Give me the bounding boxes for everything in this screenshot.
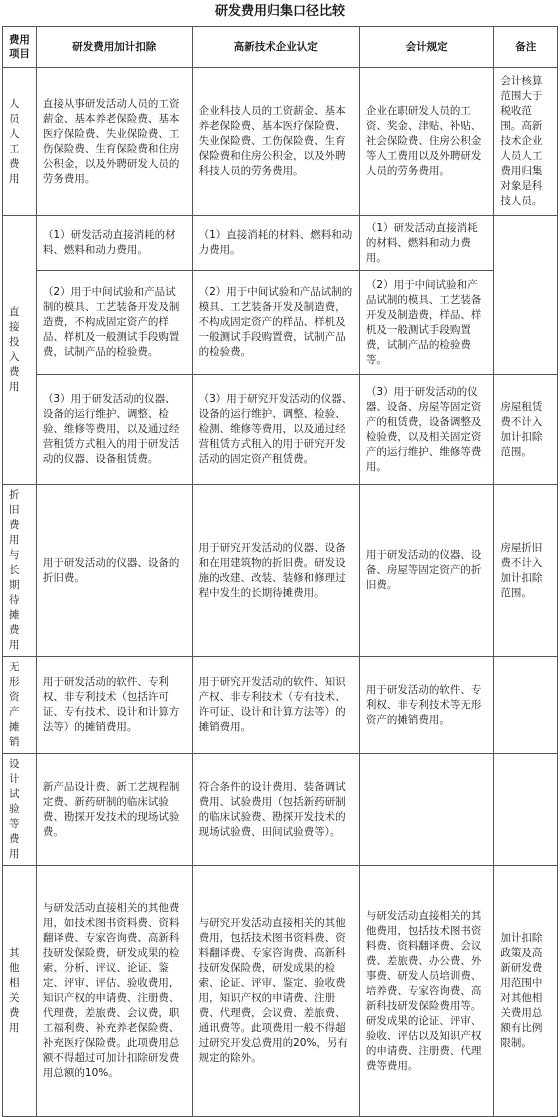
cell-accounting: （3）用于研发活动的仪器、设备、房屋等固定资产的租赁费，设备调整及检验费，以及相关固定资产的运行维护、维修等费用。	[359, 375, 494, 485]
header-expense-item: 费用项目	[3, 27, 37, 68]
comparison-table	[2, 26, 558, 1117]
row-category: 设计试验等费用	[3, 754, 37, 866]
cell-super-deduction: （2）用于中间试验和产品试制的模具、工艺装备开发及制造费，不构成固定资产的样品、样机及一般测试手段购置费，试制产品的检验费。	[36, 271, 192, 375]
header-accounting: 会计规定	[359, 27, 494, 68]
cell-accounting: 与研发活动直接相关的其他费用，包括技术图书资料费、资料翻译费、会议费、差旅费、办公费、外事费、研发人员培训费、培养费、专家咨询费、高新科技研发保险费用等。研发成果的论证、评审、验收、评估以及知识产权的申请费、注册费、代理费等费用。	[359, 866, 494, 1117]
cell-note	[494, 657, 558, 754]
cell-accounting: 企业在职研发人员的工资、奖金、津贴、补贴、社会保险费、住房公积金等人工费用以及外聘研发人员的劳务费用。	[359, 68, 494, 216]
header-high-tech: 高新技术企业认定	[192, 27, 359, 68]
cell-accounting: 用于研发活动的仪器、设备、房屋等固定资产的折旧费。	[359, 485, 494, 657]
cell-high-tech: （1）直接消耗的材料、燃料和动力费用。	[192, 216, 359, 271]
header-super-deduction: 研发费用加计扣除	[36, 27, 192, 68]
table-row	[3, 216, 558, 271]
cell-accounting: （2）用于中间试验和产品试制的模具、工艺装备开发及制造费，样品、样机及一般测试手段购置费，试制产品的检验费等。	[359, 271, 494, 375]
cell-super-deduction: 用于研发活动的仪器、设备的折旧费。	[36, 485, 192, 657]
cell-note: 房屋租赁费不计入加计扣除范围。	[494, 375, 558, 485]
cell-high-tech: 用于研究开发活动的仪器、设备和在用建筑物的折旧费。研发设施的改建、改装、装修和修理过程中发生的长期待摊费用。	[192, 485, 359, 657]
table-row	[3, 271, 558, 375]
cell-super-deduction: 直接从事研发活动人员的工资薪金、基本养老保险费、基本医疗保险费、失业保险费、工伤保险费、生育保险费和住房公积金，以及外聘研发人员的劳务费用。	[36, 68, 192, 216]
row-category: 直接投入费用	[3, 216, 37, 485]
row-category: 无形资产摊销	[3, 657, 37, 754]
table-row	[3, 657, 558, 754]
cell-high-tech: 与研究开发活动直接相关的其他费用，包括技术图书资料费、资料翻译费、专家咨询费、高新科技研发保险费，研发成果的检索、论证、评审、鉴定、验收费用，知识产权的申请费、注册费、代理费，会议费、差旅费、通讯费等。此项费用一般不得超过研究开发总费用的20%，另有规定的除外。	[192, 866, 359, 1117]
cell-super-deduction: 与研发活动直接相关的其他费用，如技术图书资料费、资料翻译费、专家咨询费、高新科技研发保险费，研发成果的检索、分析、评议、论证、鉴定、评审、评估、验收费用，知识产权的申请费、注册费、代理费，差旅费、会议费，职工福利费、补充养老保险费、补充医疗保险费。此项费用总额不得超过可加计扣除研发费用总额的10%。	[36, 866, 192, 1117]
table-row	[3, 68, 558, 216]
cell-accounting: 用于研发活动的软件、专利权、非专利技术等无形资产的摊销费用。	[359, 657, 494, 754]
table-row	[3, 754, 558, 866]
cell-accounting: （1）研发活动直接消耗的材料、燃料和动力费用。	[359, 216, 494, 271]
cell-note: 加计扣除政策及高新研发费用范围中对其他相关费用总额有比例限制。	[494, 866, 558, 1117]
table-row	[3, 485, 558, 657]
cell-super-deduction: 新产品设计费、新工艺规程制定费、新药研制的临床试验费、勘探开发技术的现场试验费。	[36, 754, 192, 866]
cell-high-tech: 用于研究开发活动的软件、知识产权、非专利技术（专有技术、许可证、设计和计算方法等）的摊销费用。	[192, 657, 359, 754]
row-category: 其他相关费用	[3, 866, 37, 1117]
cell-high-tech: 企业科技人员的工资薪金、基本养老保险费、基本医疗保险费、失业保险费、工伤保险费、生育保险费和住房公积金，以及外聘科技人员的劳务费用。	[192, 68, 359, 216]
cell-note	[494, 754, 558, 866]
table-title: 研发费用归集口径比较	[214, 4, 345, 19]
table-row	[3, 866, 558, 1117]
cell-super-deduction: （1）研发活动直接消耗的材料、燃料和动力费用。	[36, 216, 192, 271]
row-category: 人员人工费用	[3, 68, 37, 216]
cell-note: 会计核算范围大于税收范围。高新技术企业人员人工费用归集对象是科技人员。	[494, 68, 558, 216]
table-row	[3, 375, 558, 485]
cell-super-deduction: 用于研发活动的软件、专利权、非专利技术（包括许可证、专有技术、设计和计算方法等）的摊销费用。	[36, 657, 192, 754]
cell-accounting	[359, 754, 494, 866]
cell-high-tech: 符合条件的设计费用、装备调试费用、试验费用（包括新药研制的临床试验费、勘探开发技术的现场试验费、田间试验费等）。	[192, 754, 359, 866]
cell-high-tech: （2）用于中间试验和产品试制的模具、工艺装备开发及制造费，不构成固定资产的样品、样机及一般测试手段购置费，试制产品的检验费。	[192, 271, 359, 375]
cell-note	[494, 216, 558, 375]
cell-high-tech: （3）用于研究开发活动的仪器、设备的运行维护、调整、检验、检测、维修等费用，以及通过经营租赁方式租入的用于研究开发活动的固定资产租赁费。	[192, 375, 359, 485]
cell-note: 房屋折旧费不计入加计扣除范围。	[494, 485, 558, 657]
cell-super-deduction: （3）用于研发活动的仪器、设备的运行维护、调整、检验、维修等费用，以及通过经营租赁方式租入的用于研发活动的仪器、设备租赁费。	[36, 375, 192, 485]
header-row	[3, 27, 558, 68]
header-note: 备注	[494, 27, 558, 68]
row-category: 折旧费用与长期待摊费用	[3, 485, 37, 657]
